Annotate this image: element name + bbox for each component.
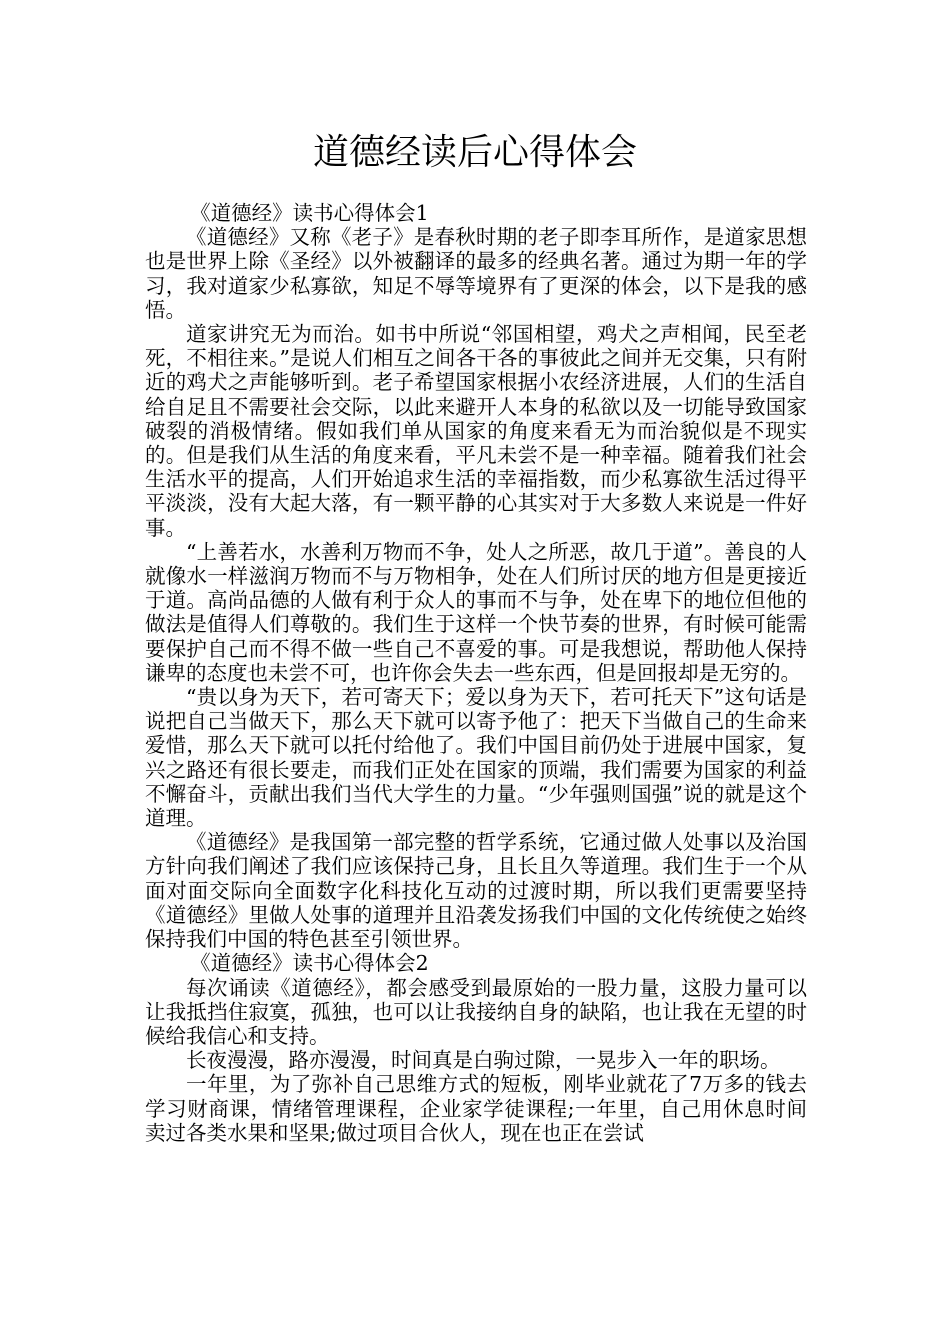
paragraph: 长夜漫漫，路亦漫漫，时间真是白驹过隙，一晃步入一年的职场。 — [186, 1048, 781, 1073]
paragraph: “贵以身为天下，若可寄天下；爱以身为天下，若可托天下”这句话是说把自己当做天下，那么天下就可以寄予他了：把天下当做自己的生命来爱惜，那么天下就可以托付给他了。我们中国目前仍处于进展中国家，复兴之路还有很长要走，而我们正处在国家的顶端，我们需要为国家的利益不懈奋斗，贡献出我们当代大学生的力量。“少年强则国强”说的就是这个道理。 — [145, 685, 807, 831]
section-heading-2: 《道德经》读书心得体会2 — [190, 951, 429, 976]
document-title: 道德经读后心得体会 — [312, 132, 637, 173]
document-body — [145, 201, 807, 1145]
paragraph: 《道德经》是我国第一部完整的哲学系统，它通过做人处事以及治国方针向我们阐述了我们应该保持己身，且长且久等道理。我们生于一个从面对面交际向全面数字化科技化互动的过渡时期，所以我们更需要坚持《道德经》里做人处事的道理并且沿袭发扬我们中国的文化传统使之始终保持我们中国的特色甚至引领世界。 — [145, 830, 807, 952]
paragraph: 《道德经》又称《老子》是春秋时期的老子即李耳所作，是道家思想也是世界上除《圣经》以外被翻译的最多的经典名著。通过为期一年的学习，我对道家少私寡欲，知足不辱等境界有了更深的体会，以下是我的感悟。 — [145, 225, 807, 322]
paragraph: 道家讲究无为而治。如书中所说“邻国相望，鸡犬之声相闻，民至老死，不相往来。”是说人们相互之间各干各的事彼此之间并无交集，只有附近的鸡犬之声能够听到。老子希望国家根据小农经济进展，人们的生活自给自足且不需要社会交际，以此来避开人本身的私欲以及一切能导致国家破裂的消极情绪。假如我们单从国家的角度来看无为而治貌似是不现实的。但是我们从生活的角度来看，平凡未尝不是一种幸福。随着我们社会生活水平的提高，人们开始追求生活的幸福指数，而少私寡欲生活过得平平淡淡，没有大起大落，有一颗平静的心其实对于大多数人来说是一件好事。 — [145, 322, 807, 540]
section-heading-1: 《道德经》读书心得体会1 — [190, 201, 429, 225]
paragraph: 每次诵读《道德经》，都会感受到最原始的一股力量，这股力量可以让我抵挡住寂寞，孤独，也可以让我接纳自身的缺陷，也让我在无望的时候给我信心和支持。 — [145, 975, 807, 1048]
paragraph: “上善若水，水善利万物而不争，处人之所恶，故几于道”。善良的人就像水一样滋润万物而不与万物相争，处在人们所讨厌的地方但是更接近于道。高尚品德的人做有利于众人的事而不与争，处在卑下的地位但他的做法是值得人们尊敬的。我们生于这样一个快节奏的世界，有时候可能需要保护自己而不得不做一些自己不喜爱的事。可是我想说，帮助他人保持谦卑的态度也未尝不可，也许你会失去一些东西，但是回报却是无穷的。 — [145, 539, 807, 685]
paragraph: 一年里，为了弥补自己思维方式的短板，刚毕业就花了7万多的钱去学习财商课，情绪管理课程，企业家学徒课程;一年里，自己用休息时间卖过各类水果和坚果;做过项目合伙人，现在也正在尝试 — [145, 1072, 807, 1145]
